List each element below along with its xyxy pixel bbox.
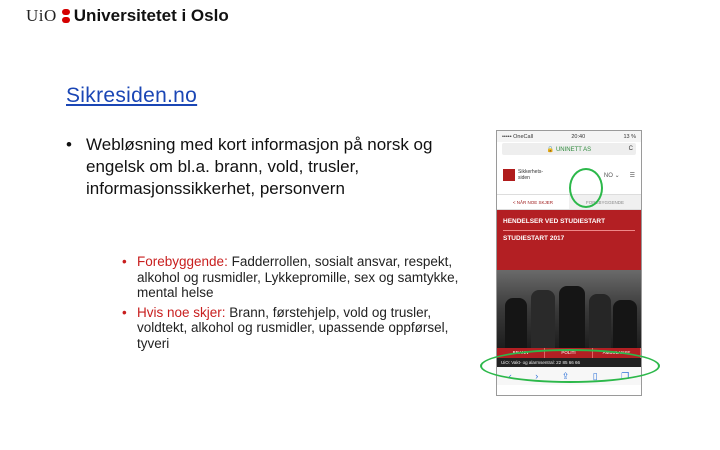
sub-bullet-item — [122, 305, 467, 352]
site-logo-icon — [503, 169, 515, 181]
status-time: 20:40 — [571, 133, 586, 140]
bookmarks-icon: ▯ — [592, 370, 598, 381]
hero-divider — [503, 230, 635, 231]
sub-bullet-symbol: • — [122, 254, 127, 269]
hero-photo — [497, 270, 641, 348]
logo-abbr: UiO — [26, 6, 57, 25]
phone-url-bar — [502, 143, 636, 155]
hamburger-menu-icon: ☰ — [629, 172, 635, 179]
site-logo-text: Sikkerhets- siden — [518, 169, 544, 181]
uio-logo — [26, 6, 229, 26]
sub-bullet-item — [122, 254, 467, 301]
url-text: 🔒 UNINETT AS — [546, 146, 592, 153]
highlight-circle-language — [569, 168, 603, 208]
highlight-oval-emergency — [480, 349, 660, 383]
hero-subtitle: STUDIESTART 2017 — [503, 235, 565, 242]
photo-figure — [559, 286, 585, 348]
main-bullet-text: Webløsning med kort informasjon på norsk og engelsk om bl.a. brann, vold, trusler, informasjonssikkerhet, personvern — [86, 135, 433, 198]
emergency-politi: POLITI — [545, 348, 593, 358]
photo-figure — [613, 300, 637, 348]
battery-label: 13 % — [623, 133, 636, 140]
language-selector: NO ⌄ — [603, 172, 620, 179]
watch-phone-line: UiO: Vakt- og alarmsentral: 22 85 66 66 — [497, 358, 641, 367]
slide-title[interactable]: Sikresiden.no — [66, 84, 198, 107]
sub-bullet-text: Brann, førstehjelp, vold og trusler, voldtekt, alkohol og rusmidler, upassende oppførsel, tyveri — [137, 304, 449, 351]
sub-bullet-symbol: • — [122, 304, 127, 320]
photo-figure — [589, 294, 611, 348]
reload-icon: C — [628, 146, 633, 152]
phone-tabs — [497, 195, 641, 210]
logo-name: Universitetet i Oslo — [73, 6, 229, 25]
sub-bullet-text: Fadderrollen, sosialt ansvar, respekt, alkohol og rusmidler, Lykkepromille, sex og samtykke, mental helse — [137, 254, 459, 300]
hero-title: HENDELSER VED STUDIESTART — [503, 218, 606, 225]
tab-forebyggende: FOREBYGGENDE — [569, 195, 641, 209]
phone-status-bar — [497, 131, 641, 142]
logo-mark-icon — [62, 9, 70, 23]
tab-nar-noe-skjer: < NÅR NOE SKJER — [512, 199, 554, 205]
sub-bullet-list — [122, 254, 467, 355]
phone-hero — [497, 210, 641, 270]
forward-icon: › — [535, 371, 539, 381]
sub-bullet-lead: Hvis noe skjer: — [137, 304, 226, 320]
photo-figure — [531, 290, 555, 348]
tabs-icon: ❐ — [621, 370, 630, 381]
sub-bullet-lead: Forebyggende: — [137, 254, 228, 269]
bullet-symbol: • — [66, 135, 72, 154]
share-icon: ⇪ — [561, 370, 570, 381]
photo-figure — [505, 298, 527, 348]
emergency-ambulanse: AMBULANSE — [593, 348, 641, 358]
carrier-label: ••••• OneCall — [502, 133, 534, 140]
emergency-brann: BRANN — [497, 348, 545, 358]
back-icon: ‹ — [508, 371, 512, 381]
